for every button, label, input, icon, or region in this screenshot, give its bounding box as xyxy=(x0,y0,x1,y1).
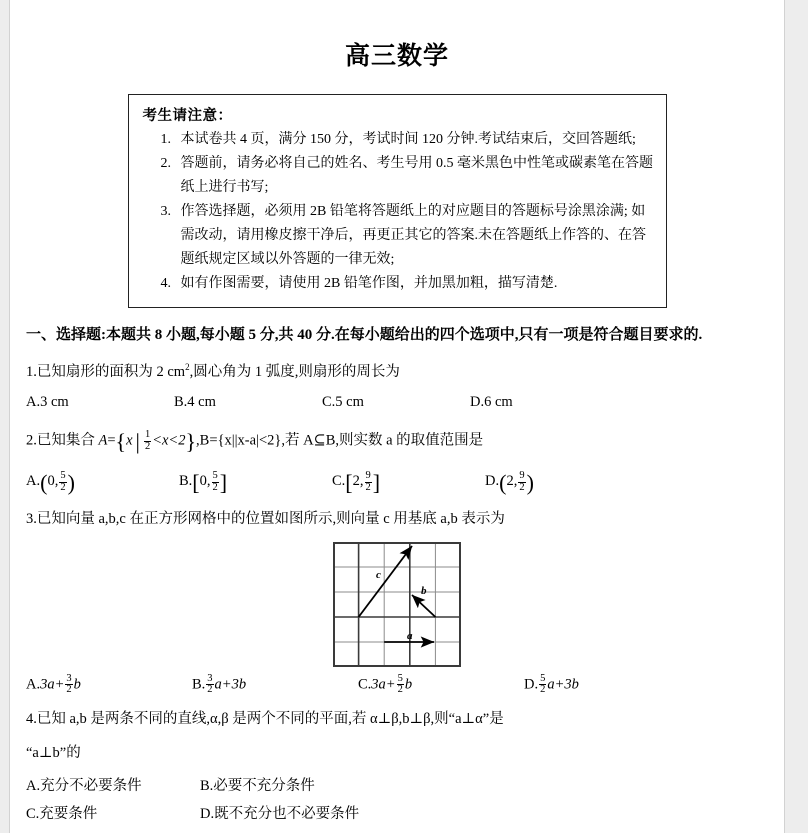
fraction-denominator: 2 xyxy=(540,684,546,696)
option-a[interactable] xyxy=(26,470,179,496)
fraction-denominator: 2 xyxy=(60,481,66,493)
option-a-fraction xyxy=(59,471,66,493)
vector-c-label: c xyxy=(376,568,381,581)
section-heading: 一、选择题:本题共 8 小题,每小题 5 分,共 40 分.在每小题给出的四个选项中,只有一项是符合题目要求的. xyxy=(26,326,703,343)
fraction-denominator: 2 xyxy=(207,684,213,696)
notice-heading: 考生请注意： xyxy=(142,108,233,124)
option-c-label: C. xyxy=(332,473,346,490)
option-a[interactable] xyxy=(26,774,200,795)
fraction-numerator: 9 xyxy=(365,469,371,481)
page-title: 高三数学 xyxy=(344,43,449,70)
option-a-left: 0, xyxy=(47,473,59,490)
question-4-stem-text-1: 已知 a,b 是两条不同的直线,α,β 是两个不同的平面,若 α⊥β,b⊥β,则“a⊥α”是 xyxy=(36,711,504,728)
question-1-stem-pre: 已知扇形的面积为 2 cm xyxy=(36,364,186,381)
option-a-open: ( xyxy=(40,470,48,496)
set-open-brace: { xyxy=(115,429,127,455)
subset-symbol: ⊆ xyxy=(313,432,326,449)
question-2-options xyxy=(26,470,768,496)
question-2 xyxy=(26,421,768,496)
grid-lines xyxy=(333,542,461,667)
option-d-close: ) xyxy=(526,470,534,496)
question-4-options-row2 xyxy=(26,802,768,823)
option-b-fraction xyxy=(212,471,219,493)
set-a-equals: = xyxy=(107,432,116,449)
fraction-denominator: 2 xyxy=(144,440,151,452)
fraction-denominator: 2 xyxy=(66,684,72,696)
option-b[interactable] xyxy=(179,470,332,496)
question-1-stem xyxy=(26,359,768,387)
option-d-open: ( xyxy=(499,470,507,496)
vector-b-label: b xyxy=(421,584,427,597)
question-1 xyxy=(26,359,768,411)
option-c-open: [ xyxy=(345,470,353,496)
fraction-denominator: 2 xyxy=(365,481,371,493)
option-b[interactable] xyxy=(200,774,315,795)
question-3-options xyxy=(26,674,768,696)
question-1-number: 1. xyxy=(26,364,37,381)
option-d-label: D. xyxy=(485,473,500,490)
option-b-value: 必要不充分条件 xyxy=(213,778,315,795)
option-d-fraction xyxy=(539,674,546,696)
option-d-label: D. xyxy=(470,393,485,410)
set-a-element: x xyxy=(126,432,133,449)
option-c-label: C. xyxy=(358,675,372,692)
question-3-stem xyxy=(26,506,768,534)
option-c-fraction xyxy=(397,674,404,696)
option-c-post: b xyxy=(404,675,413,692)
option-a-label: A. xyxy=(26,473,41,490)
option-a-value: 充分不必要条件 xyxy=(40,778,142,795)
option-a-label: A. xyxy=(26,393,41,410)
option-c-left: 2, xyxy=(352,473,364,490)
fraction-numerator: 5 xyxy=(397,672,403,684)
set-a-condition: <x<2 xyxy=(152,432,186,449)
question-1-superscript: 2 xyxy=(185,362,190,373)
question-4-number: 4. xyxy=(26,711,37,728)
set-divider-bar: | xyxy=(135,428,140,454)
notice-box xyxy=(128,94,667,308)
fraction-denominator: 2 xyxy=(397,684,403,696)
option-c-value: 充要条件 xyxy=(39,806,98,823)
set-close-brace: } xyxy=(185,429,197,455)
question-2-stem-c: B,则实数 a 的取值范围是 xyxy=(325,432,484,449)
question-3 xyxy=(26,506,768,696)
question-3-stem-text: 已知向量 a,b,c 在正方形网格中的位置如图所示,则向量 c 用基底 a,b 表示为 xyxy=(36,511,505,528)
option-c-value: 5 cm xyxy=(335,393,364,410)
option-a[interactable] xyxy=(26,674,192,696)
grid-outer-border xyxy=(334,543,460,666)
option-b-left: 0, xyxy=(199,473,211,490)
option-d[interactable] xyxy=(524,674,690,696)
option-a-fraction xyxy=(65,674,72,696)
notice-list xyxy=(141,128,654,297)
option-b-label: B. xyxy=(200,778,214,795)
option-a-label: A. xyxy=(26,675,41,692)
option-d[interactable] xyxy=(470,394,618,411)
list-item: 4. 如有作图需要，请使用 2B 铅笔作图，并加黑加粗，描写清楚. xyxy=(175,272,654,296)
fraction-numerator: 5 xyxy=(60,469,66,481)
fraction-one-half xyxy=(144,430,151,452)
fraction-numerator: 1 xyxy=(144,429,151,441)
question-4-options-row1 xyxy=(26,774,768,795)
option-c-label: C. xyxy=(322,393,336,410)
option-c[interactable] xyxy=(358,674,524,696)
question-3-number: 3. xyxy=(26,511,37,528)
question-2-stem-a: 已知集合 xyxy=(36,432,99,449)
question-2-number: 2. xyxy=(26,432,37,449)
question-1-options xyxy=(26,394,768,411)
option-a-label: A. xyxy=(26,778,41,795)
option-c[interactable] xyxy=(332,470,485,496)
question-4-stem-line2: “a⊥b”的 xyxy=(26,744,81,761)
option-a[interactable] xyxy=(26,394,174,411)
fraction-numerator: 3 xyxy=(207,672,213,684)
option-c-label: C. xyxy=(26,806,40,823)
fraction-numerator: 3 xyxy=(66,672,72,684)
option-c-fraction xyxy=(365,471,372,493)
option-b[interactable] xyxy=(192,674,358,696)
fraction-numerator: 5 xyxy=(540,672,546,684)
option-a-post: b xyxy=(73,675,81,692)
option-b-post: a+3b xyxy=(214,675,247,692)
list-item: 1. 本试卷共 4 页，满分 150 分，考试时间 120 分钟.考试结束后，交回答题纸; xyxy=(175,128,654,152)
option-b-value: 4 cm xyxy=(187,393,216,410)
question-4-stem-line1 xyxy=(26,706,768,734)
fraction-numerator: 5 xyxy=(212,469,218,481)
vector-c-arrow xyxy=(359,546,412,617)
option-b-label: B. xyxy=(174,393,188,410)
option-a-close: ) xyxy=(67,470,75,496)
option-d-label: D. xyxy=(200,806,215,823)
paper-sheet xyxy=(9,0,785,833)
option-b[interactable] xyxy=(174,394,322,411)
option-c-close: ] xyxy=(372,470,381,496)
vector-b-arrow xyxy=(412,595,435,617)
set-a-variable: A xyxy=(98,432,108,449)
square-grid-vectors-figure xyxy=(333,542,461,667)
option-c-pre: 3a+ xyxy=(371,675,396,692)
fraction-denominator: 2 xyxy=(212,481,218,493)
option-b-close: ] xyxy=(219,470,228,496)
option-d-label: D. xyxy=(524,675,539,692)
list-item: 2. 答题前，请务必将自己的姓名、考生号用 0.5 毫米黑色中性笔或碳素笔在答题纸上进行书写; xyxy=(175,152,654,200)
option-d[interactable] xyxy=(485,470,638,496)
option-d-post: a+3b xyxy=(547,675,579,692)
question-2-stem-b: ,B={x||x-a|<2},若 A xyxy=(196,432,314,449)
question-4 xyxy=(26,706,768,823)
option-d-left: 2, xyxy=(506,473,518,490)
fraction-numerator: 9 xyxy=(519,469,525,481)
fraction-denominator: 2 xyxy=(519,481,525,493)
vector-grid-svg xyxy=(333,542,461,667)
option-b-open: [ xyxy=(192,470,200,496)
grid-major-lines xyxy=(333,542,461,667)
option-b-label: B. xyxy=(179,473,193,490)
option-d[interactable] xyxy=(200,802,359,823)
vector-a-label: a xyxy=(407,629,413,642)
option-b-label: B. xyxy=(192,675,206,692)
option-c[interactable] xyxy=(26,802,200,823)
list-item: 3. 作答选择题，必须用 2B 铅笔将答题纸上的对应题目的答题标号涂黑涂满; 如需改动，请用橡皮擦干净后，再更正其它的答案.未在答题纸上作答的、在答题纸规定区域以外答题的一律无效; xyxy=(175,200,654,272)
option-d-value: 6 cm xyxy=(484,393,513,410)
question-2-stem xyxy=(26,421,768,463)
question-1-stem-post: ,圆心角为 1 弧度,则扇形的周长为 xyxy=(189,364,400,381)
option-a-value: 3 cm xyxy=(40,393,69,410)
option-b-fraction xyxy=(206,674,213,696)
option-d-value: 既不充分也不必要条件 xyxy=(214,806,360,823)
question-3-figure-wrapper xyxy=(26,542,768,667)
option-d-fraction xyxy=(518,471,525,493)
option-c[interactable] xyxy=(322,394,470,411)
option-a-pre: 3a+ xyxy=(40,675,65,692)
